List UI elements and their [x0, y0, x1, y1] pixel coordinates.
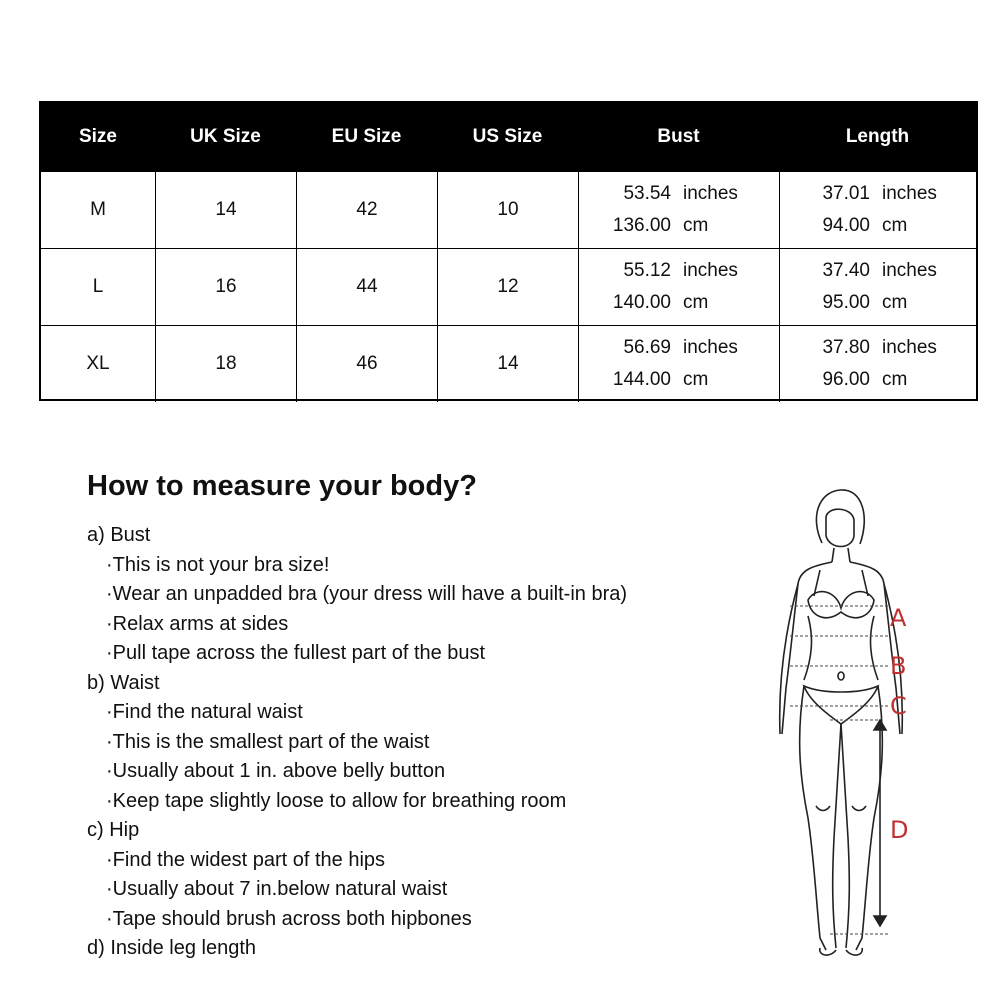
length-inches-value: 37.40: [822, 260, 870, 281]
tip-item: · Keep tape slightly loose to allow for breathing room: [87, 787, 747, 817]
unit-inches: inches: [683, 337, 738, 358]
bust-cm-value: 144.00: [612, 369, 671, 390]
section-label-bust: a) Bust: [87, 524, 151, 546]
section-label-waist: b) Waist: [87, 671, 160, 694]
table-row: [41, 325, 976, 402]
section-label-hip: c) Hip: [87, 819, 140, 841]
cell-us: 10: [437, 172, 578, 248]
length-cm-value: 96.00: [822, 369, 870, 390]
unit-cm: cm: [882, 369, 908, 390]
length-cm-value: 94.00: [822, 215, 870, 236]
bust-inches-value: 53.54: [623, 183, 671, 204]
cell-us: 12: [437, 249, 578, 325]
bust-cm-value: 136.00: [612, 215, 671, 236]
guide-title: How to measure your body?: [87, 470, 477, 502]
cell-us: 14: [437, 326, 578, 402]
bust-cm-value: 140.00: [612, 292, 671, 313]
bust-inches-value: 55.12: [623, 260, 671, 281]
unit-cm: cm: [882, 292, 908, 313]
tip-item: · Find the natural waist: [87, 698, 747, 728]
unit-cm: cm: [683, 369, 709, 390]
table-header: [41, 103, 976, 171]
unit-inches: inches: [882, 183, 937, 204]
unit-inches: inches: [882, 337, 937, 358]
cell-size: XL: [86, 353, 110, 374]
header-us-size: US Size: [472, 126, 543, 147]
marker-b: B: [890, 652, 907, 680]
cell-length: [779, 172, 976, 248]
tip-item: · This is the smallest part of the waist: [87, 728, 747, 758]
unit-inches: inches: [882, 260, 937, 281]
tip-item: · Usually about 7 in.below natural waist: [87, 875, 747, 905]
unit-cm: cm: [882, 215, 908, 236]
cell-bust: [578, 326, 779, 402]
size-chart-table: [39, 101, 978, 401]
cell-eu: 42: [296, 172, 437, 248]
tip-item: · Find the widest part of the hips: [87, 846, 747, 876]
tip-item: · Relax arms at sides: [87, 610, 747, 640]
cell-bust: [578, 172, 779, 248]
body-outline-illustration: [760, 488, 960, 968]
marker-d: D: [890, 816, 909, 844]
cell-uk: 18: [155, 326, 296, 402]
table-row: [41, 248, 976, 325]
tip-item: · This is not your bra size!: [87, 551, 747, 581]
tip-item: · Tape should brush across both hipbones: [87, 905, 747, 935]
bust-inches-value: 56.69: [623, 337, 671, 358]
tip-item: · Wear an unpadded bra (your dress will have a built-in bra): [87, 580, 747, 610]
cell-length: [779, 249, 976, 325]
marker-c: C: [890, 692, 907, 720]
measuring-guide: [87, 470, 747, 964]
header-size: Size: [78, 126, 118, 147]
tip-item: · Pull tape across the fullest part of the bust: [87, 639, 747, 669]
cell-eu: 44: [296, 249, 437, 325]
header-uk-size: UK Size: [190, 126, 261, 147]
length-inches-value: 37.01: [822, 183, 870, 204]
cell-uk: 14: [155, 172, 296, 248]
length-inches-value: 37.80: [822, 337, 870, 358]
cell-eu: 46: [296, 326, 437, 402]
cell-length: [779, 326, 976, 402]
unit-inches: inches: [683, 183, 738, 204]
cell-size: M: [90, 199, 106, 220]
body-measurement-figure: [760, 488, 960, 968]
cell-uk: 16: [155, 249, 296, 325]
cell-size: L: [92, 276, 104, 297]
header-bust: Bust: [657, 126, 700, 147]
unit-cm: cm: [683, 215, 709, 236]
length-cm-value: 95.00: [822, 292, 870, 313]
unit-cm: cm: [683, 292, 709, 313]
header-eu-size: EU Size: [331, 126, 402, 147]
table-row: [41, 171, 976, 248]
section-label-inside-leg: d) Inside leg length: [87, 937, 257, 959]
cell-bust: [578, 249, 779, 325]
header-length: Length: [845, 126, 910, 147]
marker-a: A: [890, 604, 907, 632]
tip-item: · Usually about 1 in. above belly button: [87, 757, 747, 787]
unit-inches: inches: [683, 260, 738, 281]
